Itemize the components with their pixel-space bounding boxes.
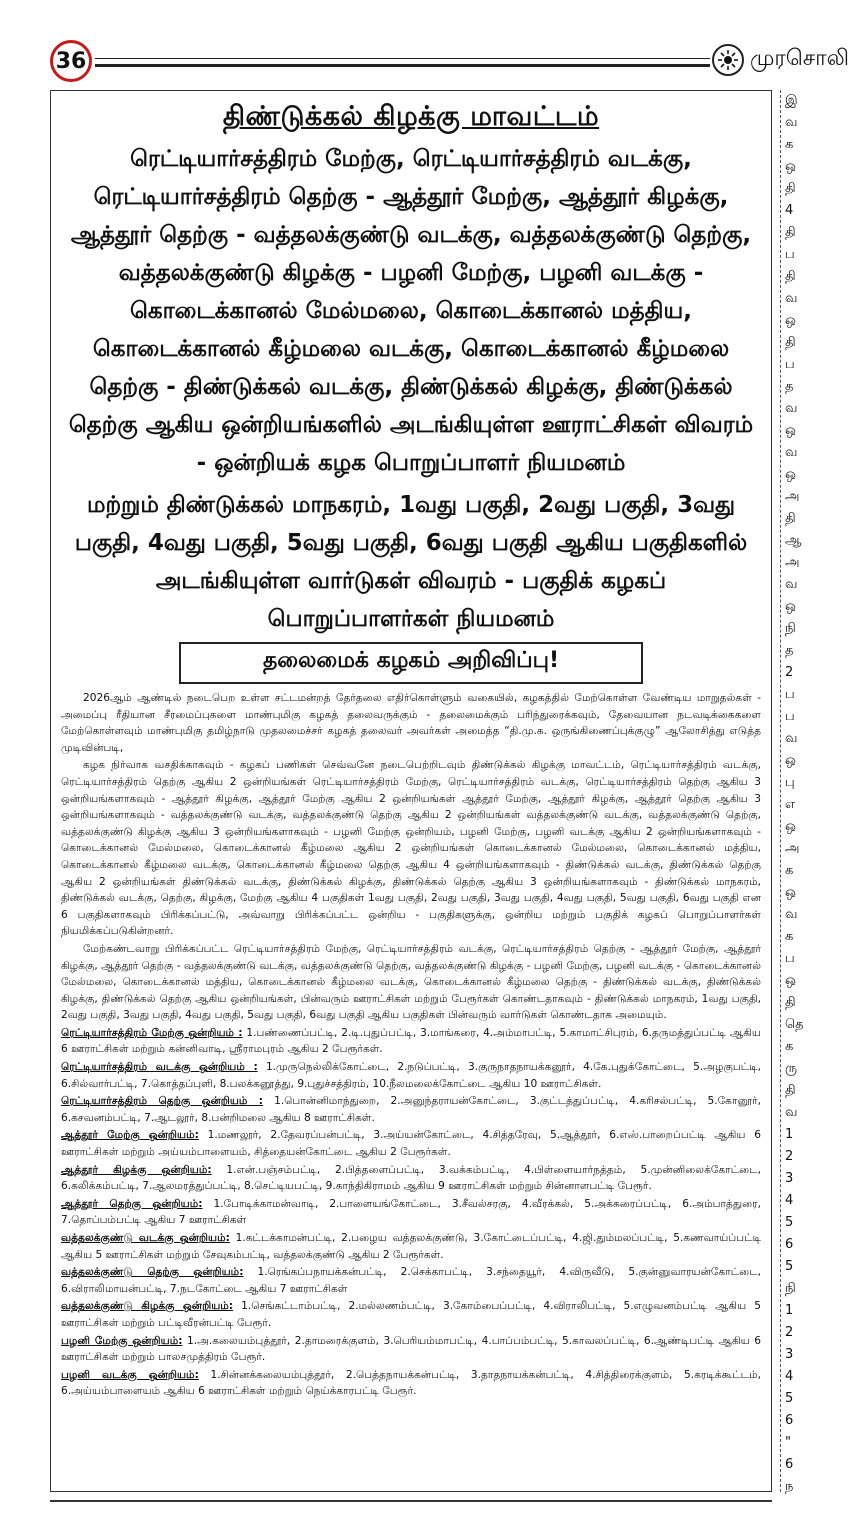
fragment-char: 4 <box>785 203 794 218</box>
fragment-char: தி <box>785 995 796 1010</box>
page-number-badge <box>50 40 92 82</box>
union-entry <box>61 1162 761 1195</box>
fragment-char: வ <box>785 291 798 306</box>
fragment-char: 5 <box>785 1259 794 1274</box>
newspaper-brand: முரசொலி <box>750 46 849 71</box>
fragment-char: ப <box>785 247 795 262</box>
fragment-char: அ <box>785 489 800 504</box>
fragment-char: வ <box>785 115 798 130</box>
union-villages: 1.போடிக்காமன்வாடி, 2.பாளையங்கோட்டை, 3.சீவல்சரகு, 4.வீரக்கல், 5.அக்கரைப்பட்டி, 6.அம்பாத்துரை, 7.தொப்பம்பட்டி ஆகிய 7 ஊராட்சிகள் <box>61 1197 761 1227</box>
fragment-char: 1 <box>785 1127 794 1142</box>
fragment-char: நி <box>785 1281 796 1296</box>
fragment-char: 5 <box>785 1391 794 1406</box>
fragment-char: தி <box>785 181 796 196</box>
union-name: ரெட்டியார்சத்திரம் தெற்கு ஒன்றியம் : <box>61 1095 264 1108</box>
fragment-char: ப <box>785 357 795 372</box>
fragment-char: 6 <box>785 1237 794 1252</box>
union-villages: 1.மணலூர், 2.தேவரப்பன்பட்டி, 3.அய்யன்கோட்டை, 4.சித்தரேவு, 5.ஆத்தூர், 6.எஸ்.பாறைப்பட்டி ஆகிய 6 ஊராட்சிகள் மற்றும் அய்யம்பாளையம், சித்தையன்கோட்டை ஆகிய 2 பேரூர்கள். <box>61 1129 761 1159</box>
notice-box <box>179 642 643 684</box>
union-name: ரெட்டியார்சத்திரம் மேற்கு ஒன்றியம் : <box>61 1026 243 1039</box>
fragment-char: 2 <box>785 1325 794 1340</box>
union-name: ரெட்டியார்சத்திரம் வடக்கு ஒன்றியம் : <box>61 1061 258 1074</box>
union-entry <box>61 1333 761 1366</box>
fragment-char: த <box>785 379 794 394</box>
fragment-char: க <box>785 863 794 878</box>
fragment-char: தி <box>785 269 796 284</box>
union-villages: 1.பண்ணைப்பட்டி, 2.டி.புதுப்பட்டி, 3.மாங்கரை, 4.அம்மாபட்டி, 5.காமாட்சிபுரம், 6.தருமத்துப்பட்டி ஆகிய 6 ஊராட்சிகள் மற்றும் கன்னிவாடி, ஸ்ரீராமபுரம் ஆகிய 2 பேரூர்கள். <box>61 1026 761 1056</box>
fragment-char: எ <box>785 797 796 812</box>
fragment-char: ஒ <box>785 753 796 768</box>
union-list <box>61 1025 761 1400</box>
footer-rule <box>50 1500 772 1502</box>
article-headline: ரெட்டியார்சத்திரம் மேற்கு, ரெட்டியார்சத்திரம் வடக்கு, ரெட்டியார்சத்திரம் தெற்கு - ஆத்தூர் மேற்கு, ஆத்தூர் கிழக்கு, ஆத்தூர் தெற்கு - வத்தலக்குண்டு வடக்கு, வத்தலக்குண்டு தெற்கு, வத்தலக்குண்டு கிழக்கு - பழனி மேற்கு, பழனி வடக்கு - கொடைக்கானல் மேல்மலை, கொடைக்கானல் மத்திய, கொடைக்கானல் கீழ்மலை வடக்கு, கொடைக்கானல் கீழ்மலை தெற்கு - திண்டுக்கல் வடக்கு, திண்டுக்கல் கிழக்கு, திண்டுக்கல் தெற்கு ஆகிய ஒன்றியங்களில் அடங்கியுள்ள ஊராட்சிகள் விவரம் - ஒன்றியக் கழக பொறுப்பாளர் நியமனம் <box>68 146 754 476</box>
body-paragraph: மேற்கண்டவாறு பிரிக்கப்பட்ட ரெட்டியார்சத்திரம் மேற்கு, ரெட்டியார்சத்திரம் வடக்கு, ரெட்டியார்சத்திரம் தெற்கு - ஆத்தூர் மேற்கு, ஆத்தூர் கிழக்கு, ஆத்தூர் தெற்கு - வத்தலக்குண்டு வடக்கு, வத்தலக்குண்டு தெற்கு, வத்தலக்குண்டு கிழக்கு - பழனி மேற்கு, பழனி வடக்கு - கொடைக்கானல் மேல்மலை, கொடைக்கானல் மத்திய, கொடைக்கானல் கீழ்மலை வடக்கு, கொடைக்கானல் கீழ்மலை தெற்கு - திண்டுக்கல் வடக்கு, திண்டுக்கல் கிழக்கு, திண்டுக்கல் தெற்கு ஆகிய ஒன்றியங்கள், பின்வரும் ஊராட்சிகள் மற்றும் பேரூர்கள் கொண்டதாகவும் - திண்டுக்கல் மாநகரம், 1வது பகுதி, 2வது பகுதி, 3வது பகுதி, 4வது பகுதி, 5வது பகுதி, 6வது பகுதி ஆகிய பகுதிகள் பின்வரும் வார்டுகள் கொண்டதாக அமையும். <box>61 942 761 1022</box>
fragment-char: ஒ <box>785 159 796 174</box>
fragment-char: ஒ <box>785 599 796 614</box>
fragment-char: வ <box>785 577 798 592</box>
notice-heading: தலைமைக் கழகம் அறிவிப்பு! <box>262 648 560 673</box>
header-rule-thick <box>95 64 710 67</box>
fragment-char: தி <box>785 511 796 526</box>
fragment-char: இ <box>785 93 798 108</box>
fragment-char: த <box>785 643 794 658</box>
fragment-char: 4 <box>785 1369 794 1384</box>
union-name: வத்தலக்குண்டு தெற்கு ஒன்றியம்: <box>61 1266 244 1279</box>
union-villages: 1.பொன்னிமாந்துறை, 2.அனுந்தராயன்கோட்டை, 3.குட்டத்துப்பட்டி, 4.கரிசல்பட்டி, 5.கோனூர், 6.கசவனம்பட்டி, 7.ஆடலூர், 8.பன்றிமலை ஆகிய 8 ஊராட்சிகள். <box>61 1095 761 1124</box>
fragment-char: 2 <box>785 1149 794 1164</box>
fragment-char: ப <box>785 951 795 966</box>
fragment-char: 6 <box>785 1413 794 1428</box>
fragment-char: 5 <box>785 1215 794 1230</box>
fragment-char: 3 <box>785 1347 794 1362</box>
fragment-char: ஒ <box>785 819 796 834</box>
fragment-char: 1 <box>785 1303 794 1318</box>
fragment-char: ந <box>785 1479 794 1494</box>
union-name: ஆத்தூர் மேற்கு ஒன்றியம்: <box>61 1129 199 1142</box>
union-villages: 1.ரெங்கப்பநாயக்கன்பட்டி, 2.செக்காபட்டி, 3.சந்தையூர், 4.விருவீடு, 5.குன்னுவாரயன்கோட்டை, 6.விராலிமாயன்பட்டி, 7.நடகோட்டை ஆகிய 7 ஊராட்சிகள் <box>61 1266 761 1295</box>
header-rule <box>95 58 710 59</box>
fragment-char: வ <box>785 445 798 460</box>
fragment-char: தி <box>785 335 796 350</box>
union-villages: 1.கட்டக்காமன்பட்டி, 2.பழைய வத்தலக்குண்டு, 3.கோட்டைப்பட்டி, 4.ஜி.தும்மலப்பட்டி, 5.கணவாய்ப்பட்டி ஆகிய 5 ஊராட்சிகள் மற்றும் சேவுகம்பட்டி, வத்தலக்குண்டு ஆகிய 2 பேரூர்கள். <box>61 1232 761 1261</box>
union-entry <box>61 1127 761 1160</box>
fragment-char: அ <box>785 555 800 570</box>
union-villages: 1.முருநெல்லிக்கோட்டை, 2.நடுப்பட்டி, 3.குருநாதநாயக்கனூர், 4.கே.புதுக்கோட்டை, 5.அழகுபட்டி, 6.சில்வார்பட்டி, 7.கொத்தப்புளி, 8.பலக்கனூத்து, 9.புதுச்சத்திரம், 10.நீலமலைக்கோட்டை ஆகிய 10 ஊராட்சிகள். <box>61 1061 761 1090</box>
union-entry <box>61 1196 761 1229</box>
union-entry <box>61 1230 761 1263</box>
rising-sun-emblem-icon <box>712 44 744 76</box>
fragment-char: 2 <box>785 665 794 680</box>
union-villages: 1.அ.கலையம்புத்தூர், 2.தாமரைக்குளம், 3.பெரியம்மாபட்டி, 4.பாப்பம்பட்டி, 5.காவலப்பட்டி, 6.ஆண்டிபட்டி ஆகிய 6 ஊராட்சிகள் மற்றும் பாலசமுத்திரம் பேரூர். <box>61 1334 761 1364</box>
fragment-char: வ <box>785 1105 798 1120</box>
union-name: ஆத்தூர் தெற்கு ஒன்றியம்: <box>61 1197 203 1210</box>
fragment-char: ஒ <box>785 313 796 328</box>
fragment-char: வ <box>785 731 798 746</box>
fragment-char: அ <box>785 841 800 856</box>
fragment-char: க <box>785 137 794 152</box>
body-paragraph: கழக நிர்வாக வசதிக்காகவும் - கழகப் பணிகள் செவ்வனே நடைபெற்றிடவும் திண்டுக்கல் கிழக்கு மாவட்டம், ரெட்டியார்சத்திரம் வடக்கு, ரெட்டியார்சத்திரம் தெற்கு ஆகிய 2 ஒன்றியங்கள் ரெட்டியார்சத்திரம் மேற்கு, ரெட்டியார்சத்திரம் வடக்கு, ரெட்டியார்சத்திரம் தெற்கு ஆகிய 3 ஒன்றியங்களாகவும் - ஆத்தூர் கிழக்கு, ஆத்தூர் மேற்கு ஆகிய 2 ஒன்றியங்கள் ஆத்தூர் மேற்கு, ஆத்தூர் கிழக்கு, ஆத்தூர் தெற்கு ஆகிய 3 ஒன்றியங்களாகவும் - வத்தலக்குண்டு வடக்கு, வத்தலக்குண்டு தெற்கு ஆகிய 2 ஒன்றியங்கள் வத்தலக்குண்டு வடக்கு, வத்தலக்குண்டு தெற்கு, வத்தலக்குண்டு கிழக்கு ஆகிய 3 ஒன்றியங்களாகவும் - பழனி மேற்கு ஒன்றியம், பழனி மேற்கு, பழனி வடக்கு ஆகிய 2 ஒன்றியங்களாகவும் - கொடைக்கானல் மேல்மலை, கொடைக்கானல் கீழ்மலை ஆகிய 2 ஒன்றியங்கள் கொடைக்கானல் மேல்மலை, கொடைக்கானல் மத்திய, கொடைக்கானல் கீழ்மலை வடக்கு, கொடைக்கானல் கீழ்மலை தெற்கு ஆகிய 4 ஒன்றியங்களாகவும் - திண்டுக்கல் வடக்கு, திண்டுக்கல் தெற்கு ஆகிய 2 ஒன்றியங்கள் திண்டுக்கல் வடக்கு, திண்டுக்கல் கிழக்கு, திண்டுக்கல் தெற்கு ஆகிய 3 ஒன்றியங்களாகவும் - திண்டுக்கல் மாநகரம், திண்டுக்கல் வடக்கு, தெற்கு, கிழக்கு, மேற்கு ஆகிய 4 பகுதிகள் 1வது பகுதி, 2வது பகுதி, 3வது பகுதி, 4வது பகுதி, 5வது பகுதி, 6வது பகுதி என 6 பகுதிகளாகவும் பிரிக்கப்பட்டு, அவ்வாறு பிரிக்கப்பட்ட ஒன்றிய - பகுதிகளுக்கு, ஒன்றிய மற்றும் பகுதிக் கழகப் பொறுப்பாளர்கள் நியமிக்கப்படுகின்றனர். <box>61 759 761 938</box>
fragment-char: பு <box>785 775 795 790</box>
union-entry <box>61 1093 761 1126</box>
fragment-char: க <box>785 929 794 944</box>
fragment-char: க <box>785 1039 794 1054</box>
fragment-char: ஒ <box>785 423 796 438</box>
fragment-char: ஒ <box>785 973 796 988</box>
fragment-char: " <box>785 1435 791 1450</box>
article-box <box>50 90 772 1492</box>
fragment-char: தெ <box>785 1017 804 1032</box>
page-number: 36 <box>55 48 87 74</box>
fragment-char: தி <box>785 225 796 240</box>
fragment-char: வ <box>785 907 798 922</box>
union-name: வத்தலக்குண்டு கிழக்கு ஒன்றியம்: <box>61 1300 234 1313</box>
article-body <box>51 684 771 1400</box>
article-headline-2: மற்றும் திண்டுக்கல் மாநகரம், 1வது பகுதி, 2வது பகுதி, 3வது பகுதி, 4வது பகுதி, 5வது பகுதி, 6வது பகுதி ஆகிய பகுதிகளில் அடங்கியுள்ள வார்டுகள் விவரம் - பகுதிக் கழகப் பொறுப்பாளர்கள் நியமனம் <box>74 492 748 632</box>
fragment-char: 3 <box>785 1171 794 1186</box>
union-entry <box>61 1059 761 1092</box>
union-villages: 1.சின்னக்கலையம்புத்தூர், 2.பெத்தநாயக்கன்பட்டி, 3.தாதநாயக்கன்பட்டி, 4.சித்திரைக்குளம், 5.கரடிக்கூட்டம், 6.அய்யம்பாளையம் ஆகிய 6 ஊராட்சிகள் மற்றும் நெய்க்காரபட்டி பேரூர். <box>61 1368 761 1398</box>
fragment-char: வ <box>785 401 798 416</box>
article-title: திண்டுக்கல் கிழக்கு மாவட்டம் <box>222 101 600 132</box>
page-header <box>0 0 849 85</box>
fragment-char: ப <box>785 709 795 724</box>
union-name: பழனி மேற்கு ஒன்றியம்: <box>61 1334 183 1347</box>
adjacent-column-fragment <box>780 90 804 1494</box>
union-entry <box>61 1367 761 1400</box>
fragment-char: ஒ <box>785 885 796 900</box>
union-entry <box>61 1298 761 1331</box>
fragment-char: ஆ <box>785 533 802 548</box>
union-entry <box>61 1025 761 1058</box>
fragment-char: ஒ <box>785 467 796 482</box>
union-name: வத்தலக்குண்டு வடக்கு ஒன்றியம்: <box>61 1232 230 1244</box>
union-name: ஆத்தூர் கிழக்கு ஒன்றியம்: <box>61 1163 212 1176</box>
union-name: பழனி வடக்கு ஒன்றியம்: <box>61 1368 199 1381</box>
fragment-char: ரு <box>785 1061 798 1076</box>
union-entry <box>61 1264 761 1297</box>
fragment-char: 6 <box>785 1457 794 1472</box>
union-villages: 1.என்.பஞ்சம்பட்டி, 2.பித்தளைப்பட்டி, 3.வக்கம்பட்டி, 4.பிள்ளையார்நத்தம், 5.முன்னிலைக்கோட்டை, 6.கலிக்கம்பட்டி, 7.ஆலமரத்துப்பட்டி, 8.செட்டியபட்டி, 9.காந்திகிராமம் ஆகிய 9 ஊராட்சிகள் மற்றும் சின்னாளபட்டி பேரூர். <box>61 1163 761 1193</box>
fragment-char: நி <box>785 621 796 636</box>
fragment-char: 4 <box>785 1193 794 1208</box>
body-paragraph: 2026ஆம் ஆண்டில் நடைபெற உள்ள சட்டமன்றத் தேர்தலை எதிர்கொள்ளும் வகையில், கழகத்தில் மேற்கொள்ள வேண்டிய மாறுதல்கள் - அமைப்பு ரீதியான சீரமைப்புகளை மாண்புமிகு கழகத் தலைவருக்கும் - தலைமைக்கும் பரிந்துரைக்கவும், தேவையான நடவடிக்கைகளை மேற்கொள்ளவும் மாண்புமிகு தமிழ்நாடு முதலமைச்சர் கழகத் தலைவர் அவர்கள் அமைத்த “தி.மு.க. ஒருங்கிணைப்புக்குழு” ஆலோசித்து எடுத்த முடிவின்படி, <box>61 692 761 754</box>
fragment-char: தி <box>785 1083 796 1098</box>
fragment-char: ப <box>785 687 795 702</box>
union-villages: 1.செங்கட்டாம்பட்டி, 2.மல்லணம்பட்டி, 3.கோம்பைப்பட்டி, 4.விராலிபட்டி, 5.எழுவனம்பட்டி ஆகிய 5 ஊராட்சிகள் மற்றும் பட்டிவீரன்பட்டி பேரூர். <box>61 1300 761 1329</box>
